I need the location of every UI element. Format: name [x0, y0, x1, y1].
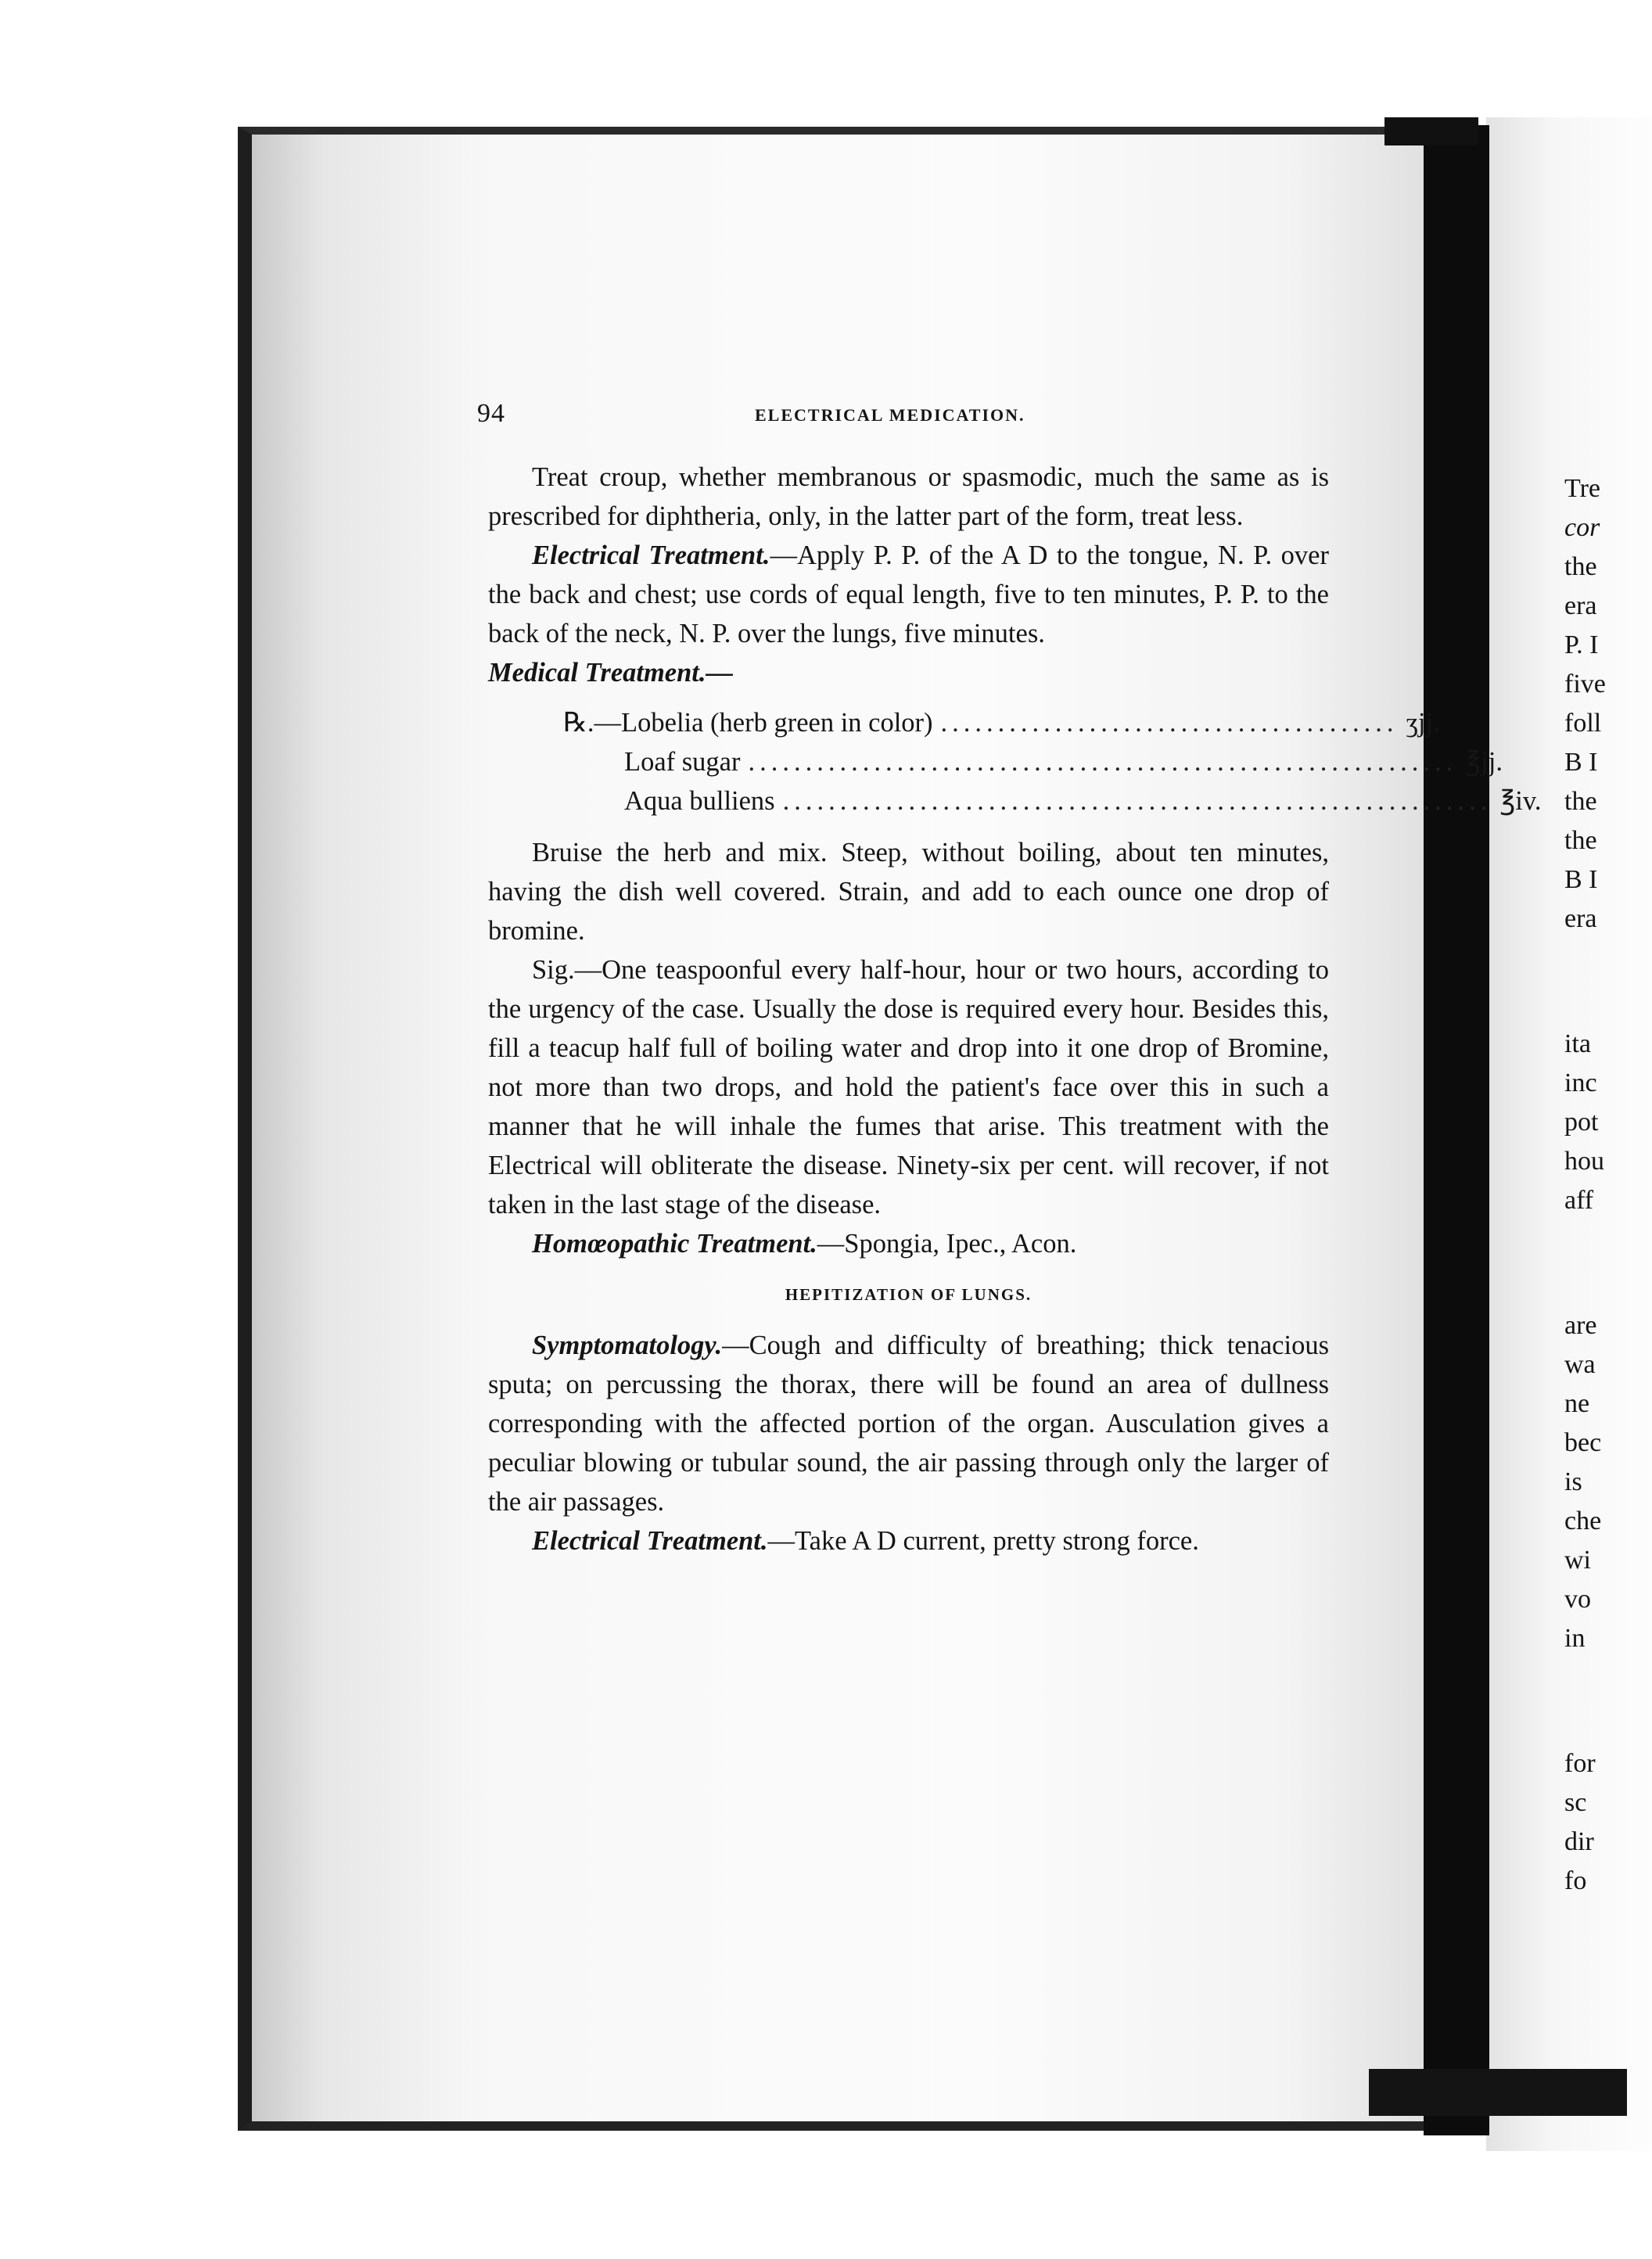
prescription-ingredient: Aqua bulliens — [624, 786, 775, 816]
symptomatology-label: Symptomatology. — [532, 1331, 723, 1360]
fragment: Tre — [1564, 474, 1600, 503]
fragment-gap — [1564, 1220, 1652, 1306]
fragment: wi — [1564, 1546, 1591, 1575]
gutter-top-shadow — [1384, 117, 1478, 145]
fragment: the — [1564, 826, 1597, 855]
fragment: for — [1564, 1749, 1596, 1778]
prescription-ingredient: ℞.—Lobelia (herb green in color) — [563, 708, 933, 738]
running-head: ELECTRICAL MEDICATION. — [755, 405, 1025, 425]
fragment: aff — [1564, 1186, 1594, 1215]
fragment: P. I — [1564, 630, 1599, 659]
paragraph-bruise: Bruise the herb and mix. Steep, without boiling, about ten minutes, having the dish well covered. Strain, and add to each ounce one drop of bromine. — [488, 838, 1329, 946]
fragment: dir — [1564, 1827, 1594, 1856]
fragment: B I — [1564, 865, 1598, 894]
fragment: pot — [1564, 1108, 1599, 1137]
fragment: wa — [1564, 1350, 1596, 1379]
homoeopathic-label: Homœopathic Treatment. — [532, 1229, 817, 1259]
page-number: 94 — [477, 399, 505, 428]
prescription-row — [563, 703, 1440, 742]
fragment: hou — [1564, 1147, 1604, 1176]
prescription-amount: ʒjj. — [1406, 708, 1440, 738]
page-header — [477, 399, 1298, 435]
fragment: che — [1564, 1507, 1602, 1535]
facing-page-text-fragments — [1564, 469, 1652, 1901]
fragment: the — [1564, 787, 1597, 816]
section-heading: HEPITIZATION OF LUNGS. — [785, 1285, 1032, 1304]
paragraph-sig: Sig.—One teaspoonful every half-hour, hour or two hours, according to the urgency of the case. Usually the dose is required every hour. Besides this, fill a teacup half full of boiling water and drop into it one drop of Bromine, not more than two drops, and hold the patient's face over this in such a manner that he will inhale the fumes that arise. This treatment with the Electrical will obliterate the disease. Ninety-six per cent. will recover, if not taken in the last stage of the disease. — [488, 955, 1329, 1219]
prescription-amount: ℥iv. — [1499, 786, 1542, 816]
paragraph-croup: Treat croup, whether membranous or spasmodic, much the same as is prescribed for diphtheria, only, in the latter part of the form, treat less. — [488, 462, 1329, 531]
prescription-row — [563, 781, 1542, 821]
leader-dots: .............................................................. — [782, 786, 1492, 816]
electrical-treatment-text: —Take A D current, pretty strong force. — [767, 1526, 1199, 1556]
prescription — [488, 703, 1542, 821]
fragment: B I — [1564, 748, 1598, 777]
electrical-treatment-text: —Apply P. P. of the A D to the tongue, N. P. over the back and chest; use cords of equal length, five to ten minutes, P. P. to the back of the neck, N. P. over the lungs, five minutes. — [488, 541, 1329, 648]
electrical-treatment-label: Electrical Treatment. — [532, 1526, 768, 1556]
homoeopathic-text: —Spongia, Ipec., Acon. — [817, 1229, 1077, 1259]
fragment: five — [1564, 670, 1606, 699]
fragment: cor — [1564, 513, 1600, 542]
fragment: in — [1564, 1624, 1586, 1653]
book-gutter-shadow — [1424, 125, 1489, 2135]
prescription-ingredient: Loaf sugar — [624, 747, 741, 777]
fragment: era — [1564, 591, 1597, 620]
fragment: era — [1564, 904, 1597, 933]
fragment: are — [1564, 1311, 1597, 1340]
fragment: bec — [1564, 1428, 1602, 1457]
leader-dots: .............................................................. — [748, 747, 1458, 777]
page-text — [488, 458, 1542, 1560]
medical-treatment-heading: Medical Treatment.— — [488, 658, 734, 688]
fragment: fo — [1564, 1866, 1587, 1895]
electrical-treatment-label: Electrical Treatment. — [532, 541, 770, 570]
paragraph-symptomatology — [488, 1326, 1329, 1521]
fragment: vo — [1564, 1585, 1591, 1614]
fragment: inc — [1564, 1068, 1597, 1097]
fragment: sc — [1564, 1788, 1587, 1817]
gutter-bottom-shadow — [1369, 2069, 1627, 2116]
leader-dots: ........................................ — [940, 708, 1399, 738]
fragment: ne — [1564, 1389, 1590, 1418]
prescription-row — [563, 742, 1503, 781]
paragraph-electrical-treatment — [488, 536, 1329, 653]
prescription-amount: ℥jj. — [1465, 747, 1503, 777]
fragment: is — [1564, 1467, 1582, 1496]
symptomatology-text: —Cough and difficulty of breathing; thick tenacious sputa; on percussing the thorax, there will be found an area of dullness corresponding with the affected portion of the organ. Ausculation gives a peculiar blowing or tubular sound, the air passing through only the larger of the air passages. — [488, 1331, 1329, 1517]
paragraph-homoeopathic — [488, 1224, 1329, 1263]
fragment-gap — [1564, 1658, 1652, 1744]
fragment: ita — [1564, 1029, 1591, 1058]
fragment-gap — [1564, 939, 1652, 1025]
fragment: foll — [1564, 709, 1602, 738]
fragment: the — [1564, 552, 1597, 581]
paragraph-electrical-treatment-2 — [488, 1521, 1329, 1560]
